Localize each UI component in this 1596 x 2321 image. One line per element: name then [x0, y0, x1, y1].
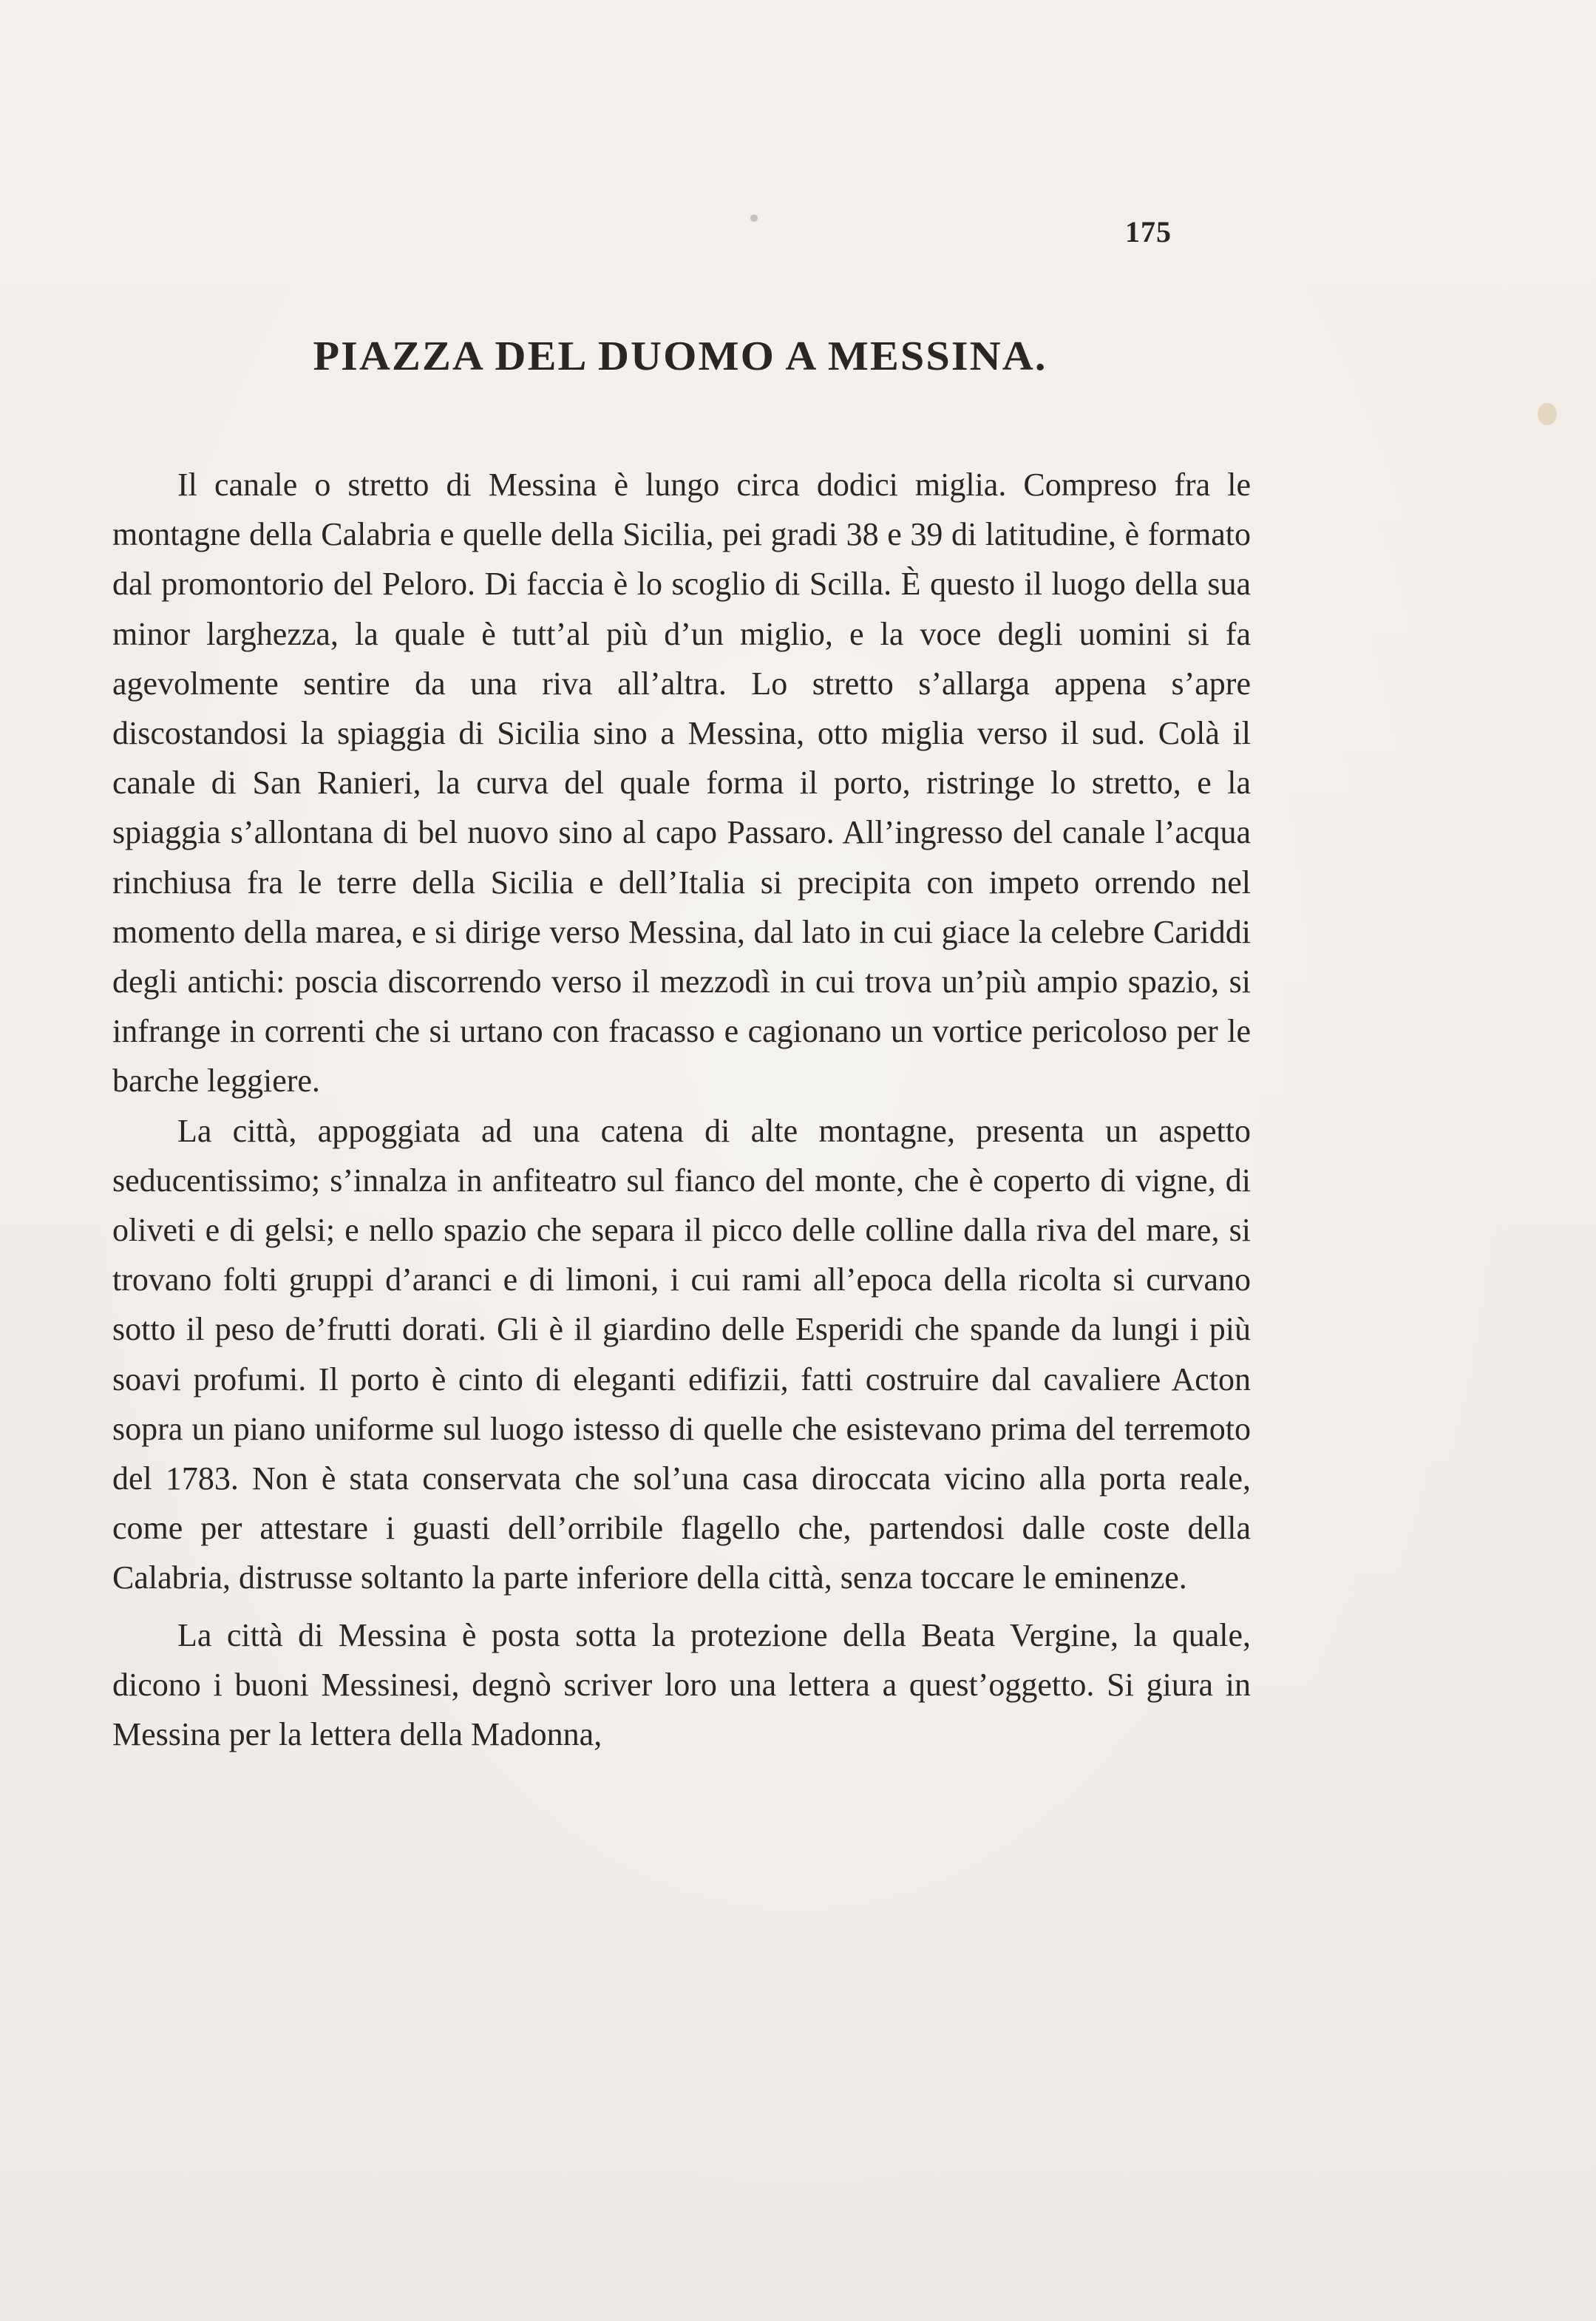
body-text	[112, 460, 1251, 1759]
page-number: 175	[1125, 215, 1172, 248]
paragraph: La città di Messina è posta sotta la protezione della Beata Vergine, la quale, dicono i buoni Messinesi, degnò scriver loro una lettera a quest’oggetto. Si giura in Messina per la lettera della Madonna,	[112, 1616, 1251, 1753]
page-title: PIAZZA DEL DUOMO A MESSINA.	[313, 333, 1047, 379]
paragraph: Il canale o stretto di Messina è lungo circa dodici miglia. Compreso fra le montagne della Calabria e quelle della Sicilia, pei gradi 38 e 39 di latitudine, è formato dal promontorio del Peloro. Di faccia è lo scoglio di Scilla. È questo il luogo della sua minor larghezza, la quale è tutt’al più d’un miglio, e la voce degli uomini si fa agevolmente sentire da una riva all’altra. Lo stretto s’allarga appena s’apre discostandosi la spiaggia di Sicilia sino a Messina, otto miglia verso il sud. Colà il canale di San Ranieri, la curva del quale forma il porto, ristringe lo stretto, e la spiaggia s’allontana di bel nuovo sino al capo Passaro. All’ingresso del canale l’acqua rinchiusa fra le terre della Sicilia e dell’Italia si precipita con impeto orrendo nel momento della marea, e si dirige verso Messina, dal lato in cui giace la celebre Cariddi degli antichi: poscia discorrendo verso il mezzodì in cui trova un’più ampio spazio, si infrange in correnti che si urtano con fracasso e cagionano un vortice pericoloso per le barche leggiere.	[112, 467, 1251, 1099]
paragraph: La città, appoggiata ad una catena di alte montagne, presenta un aspetto seducentissimo; s’innalza in anfiteatro sul fianco del monte, che è coperto di vigne, di oliveti e di gelsi; e nello spazio che separa il picco delle colline dalla riva del mare, si trovano folti gruppi d’aranci e di limoni, i cui rami all’epoca della ricolta si curvano sotto il peso de’frutti dorati. Gli è il giardino delle Esperidi che spande da lungi i più soavi profumi. Il porto è cinto di eleganti edifizii, fatti costruire dal cavaliere Acton sopra un piano uniforme sul luogo istesso di quelle che esistevano prima del terremoto del 1783. Non è stata conservata che sol’una casa diroccata vicino alla porta reale, come per attestare i guasti dell’orribile flagello che, partendosi dalle coste della Calabria, distrusse soltanto la parte inferiore della città, senza toccare le eminenze.	[112, 1112, 1251, 1596]
paper-stain	[1538, 403, 1557, 425]
paper-stain	[750, 214, 758, 222]
